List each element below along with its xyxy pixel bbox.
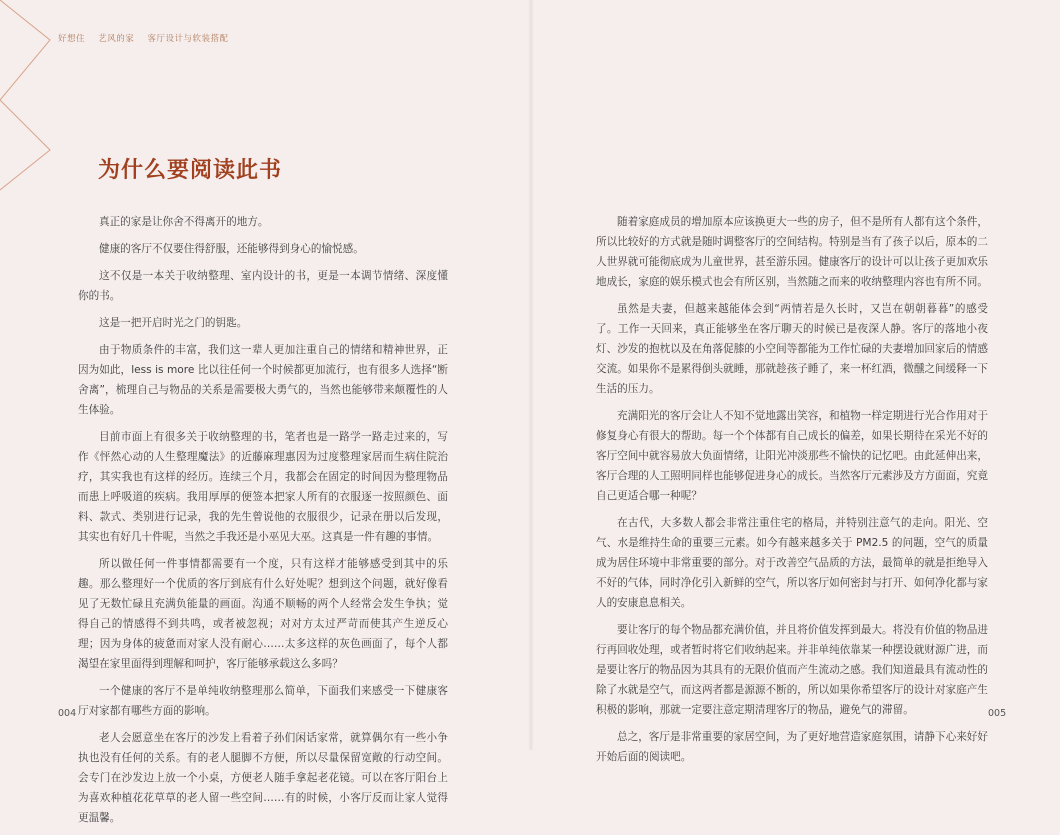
page-title: 为什么要阅读此书 — [98, 158, 283, 183]
paragraph: 一个健康的客厅不是单纯收纳整理那么简单，下面我们来感受一下健康客厅对家都有哪些方面的影响。 — [78, 685, 448, 717]
running-header-item: 好想住 — [58, 34, 86, 44]
paragraph: 老人会愿意坐在客厅的沙发上看着子孙们闲话家常，就算偶尔有一些小争执也没有任何的关系。有的老人腿脚不方便，所以尽量保留宽敞的行动空间。会专门在沙发边上放一个小桌，方便老人随手拿起老花镜。可以在客厅阳台上为喜欢种植花花草草的老人留一些空间……有的时候，小客厅反而让家人觉得更温馨。 — [78, 732, 448, 824]
paragraph: 这是一把开启时光之门的钥匙。 — [99, 317, 248, 329]
page-number-right: 005 — [988, 708, 1007, 719]
paragraph: 随着家庭成员的增加原本应该换更大一些的房子，但不是所有人都有这个条件，所以比较好的方式就是随时调整客厅的空间结构。特别是当有了孩子以后，原本的二人世界就可能彻底成为儿童世界，甚至游乐园。健康客厅的设计可以让孩子更加欢乐地成长，家庭的娱乐模式也会有所区别，当然随之而来的收纳整理内容也有所不同。 — [596, 216, 988, 288]
paragraph: 目前市面上有很多关于收纳整理的书，笔者也是一路学一路走过来的，写作《怦然心动的人生整理魔法》的近藤麻理惠因为过度整理家居而生病住院治疗，其实我也有这样的经历。连续三个月，我都会在固定的时间因为整理物品而患上呼吸道的疾病。我用厚厚的便签本把家人所有的衣服逐一按照颜色、面料、款式、类别进行记录，我的先生曾说他的衣服很少，记录在册以后发现，其实也有好几十件呢，当然之手我还是小巫见大巫。这真是一件有趣的事情。 — [78, 431, 448, 543]
running-header — [58, 32, 238, 44]
paragraph: 总之，客厅是非常重要的家居空间，为了更好地营造家庭氛围，请静下心来好好开始后面的阅读吧。 — [596, 731, 988, 763]
paragraph: 由于物质条件的丰富，我们这一辈人更加注重自己的情绪和精神世界，正因为如此，less is more 比以往任何一个时候都更加流行，也有很多人选择“断舍离”，梳理自己与物品的关系是需要极大勇气的，当然也能够带来颠覆性的人生体验。 — [78, 344, 448, 416]
paragraph: 在古代，大多数人都会非常注重住宅的格局，并特别注意气的走向。阳光、空气、水是维持生命的重要三元素。如今有越来越多关于 PM2.5 的问题，空气的质量成为居住环境中非常重要的部分。对于改善空气品质的方法，最简单的就是拒绝导入不好的气体，同时净化引入新鲜的空气，所以客厅如何密封与打开、如何净化都与家人的安康息息相关。 — [596, 517, 988, 609]
paragraph: 充满阳光的客厅会让人不知不觉地露出笑容，和植物一样定期进行光合作用对于修复身心有很大的帮助。每一个个体都有自己成长的偏差，如果长期待在采光不好的客厅空间中就容易放大负面情绪，让阳光冲淡那些不愉快的记忆吧。由此延伸出来，客厅合理的人工照明同样也能够促进身心的成长。当然客厅元素涉及方方面面，究竟自己更适合哪一种呢？ — [596, 410, 988, 502]
page-number-left: 004 — [58, 708, 77, 719]
paragraph: 这不仅是一本关于收纳整理、室内设计的书，更是一本调节情绪、深度懂你的书。 — [78, 270, 448, 302]
running-header-item: 艺风的家 — [98, 34, 135, 44]
paragraph: 真正的家是让你舍不得离开的地方。 — [99, 216, 269, 228]
running-header-item: 客厅设计与软装搭配 — [147, 34, 229, 44]
left-column — [78, 212, 448, 835]
paragraph: 所以做任何一件事情都需要有一个度，只有这样才能够感受到其中的乐趣。那么整理好一个优质的客厅到底有什么好处呢？想到这个问题，就好像看见了无数忙碌且充满负能量的画面。沟通不顺畅的两个人经常会发生争执；觉得自己的情感得不到共鸣，或者被忽视；对对方太过严苛而使其产生逆反心理；因为身体的疲惫而对家人没有耐心……太多这样的灰色画面了，每个人都渴望在家里面得到理解和呵护，客厅能够承载这么多吗？ — [78, 558, 448, 670]
right-column — [596, 212, 988, 774]
paragraph: 健康的客厅不仅要住得舒服，还能够得到身心的愉悦感。 — [99, 243, 364, 255]
decorative-zigzag-line — [0, 0, 60, 200]
book-gutter — [528, 0, 534, 750]
paragraph: 虽然是夫妻，但越来越能体会到“两情若是久长时，又岂在朝朝暮暮”的感受了。工作一天回来，真正能够坐在客厅聊天的时候已是夜深人静。客厅的落地小夜灯、沙发的抱枕以及在角落促膝的小空间等都能为工作忙碌的夫妻增加回家后的情感交流。如果你不是累得倒头就睡，那就趁孩子睡了，来一杯红酒，微醺之间缓释一下生活的压力。 — [596, 303, 988, 395]
paragraph: 要让客厅的每个物品都充满价值，并且将价值发挥到最大。将没有价值的物品进行再回收处理，或者暂时将它们收纳起来。并非单纯依靠某一种摆设就财源广进，而是要让客厅的物品因为其具有的无限价值而产生流动之感。我们知道最具有流动性的除了水就是空气，而这两者都是源源不断的，所以如果你希望客厅的设计对家庭产生积极的影响，那就一定要注意定期清理客厅的物品，避免气的滞留。 — [596, 624, 988, 716]
